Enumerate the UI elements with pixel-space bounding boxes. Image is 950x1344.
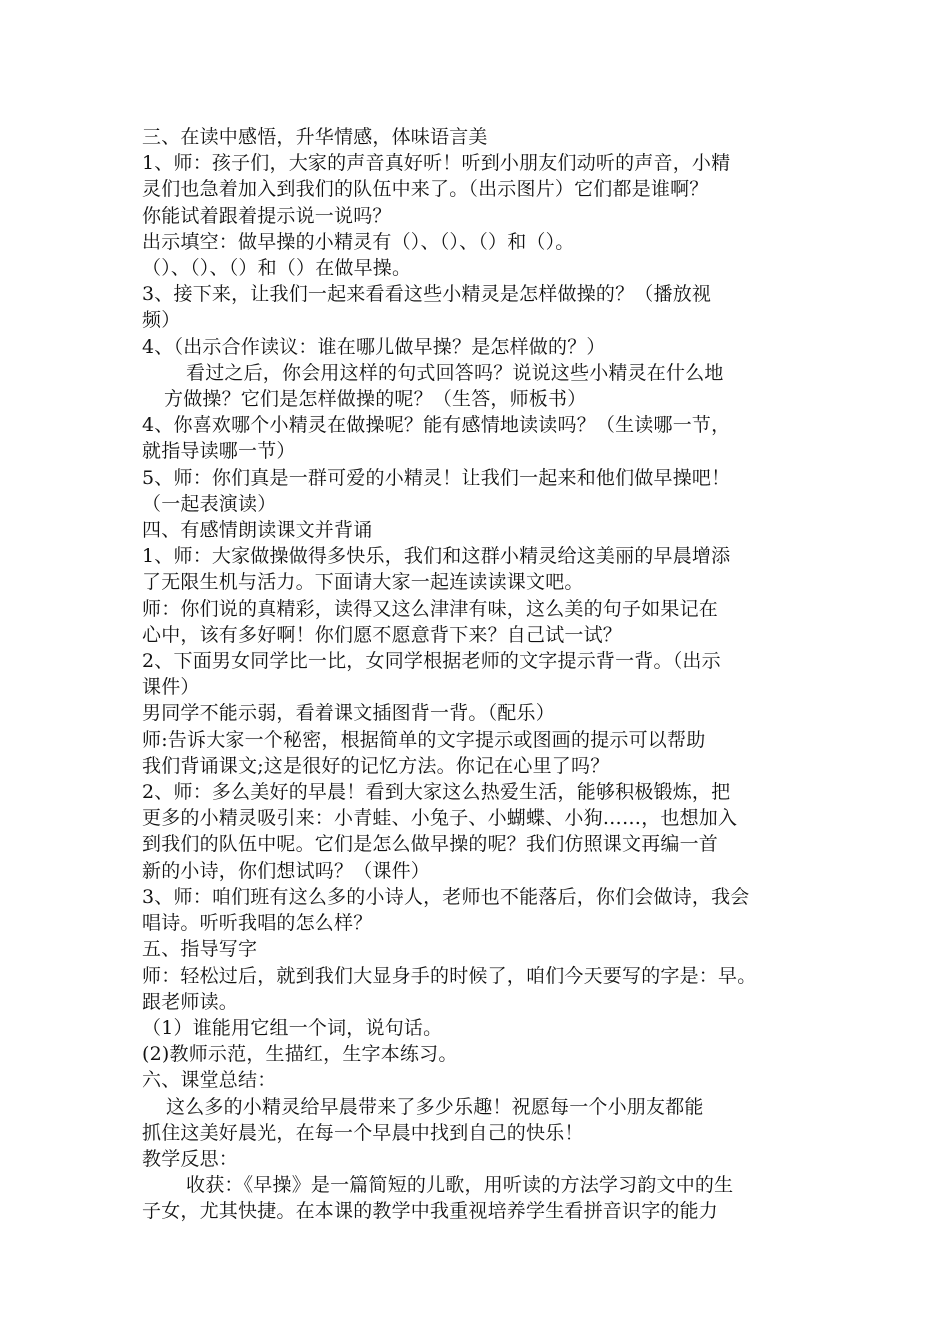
- text-line: 出示填空：做早操的小精灵有（）、（）、（）和（）。: [142, 230, 575, 253]
- text-line: （一起表演读）: [142, 492, 277, 515]
- text-line: 2、师：多么美好的早晨！看到大家这么热爱生活，能够积极锻炼，把: [142, 781, 731, 804]
- text-line: 男同学不能示弱，看着课文插图背一背。（配乐）: [142, 702, 555, 725]
- text-line: 收获：《早操》是一篇简短的儿歌，用听读的方法学习韵文中的生: [186, 1174, 734, 1197]
- text-line: 4、（出示合作读议：谁在哪儿做早操？是怎样做的？）: [142, 335, 606, 358]
- text-line: 课件）: [142, 676, 200, 699]
- text-line: 1、师：孩子们，大家的声音真好听！听到小朋友们动听的声音，小精: [142, 152, 731, 175]
- text-line: 师:告诉大家一个秘密，根据简单的文字提示或图画的提示可以帮助: [142, 728, 706, 751]
- text-line: 1、师：大家做操做得多快乐，我们和这群小精灵给这美丽的早晨增添: [142, 545, 731, 568]
- text-line: 频）: [142, 309, 181, 332]
- text-line: 5、师：你们真是一群可爱的小精灵！让我们一起来和他们做早操吧！: [142, 466, 731, 489]
- text-line: 抓住这美好晨光，在每一个早晨中找到自己的快乐！: [142, 1121, 584, 1144]
- section-heading: 三、在读中感悟，升华情感，体味语言美: [142, 126, 488, 148]
- text-line: 3、师：咱们班有这么多的小诗人，老师也不能落后，你们会做诗，我会: [142, 885, 750, 908]
- text-line: 新的小诗，你们想试吗？（课件）: [142, 859, 431, 882]
- section-heading: 四、有感情朗读课文并背诵: [142, 519, 373, 542]
- text-line: 到我们的队伍中呢。它们是怎么做早操的呢？我们仿照课文再编一首: [142, 833, 719, 856]
- text-line: 灵们也急着加入到我们的队伍中来了。（出示图片）它们都是谁啊？: [142, 178, 709, 201]
- text-line: 跟老师读。: [142, 990, 239, 1013]
- section-heading: 六、课堂总结：: [142, 1069, 277, 1092]
- text-line: 了无限生机与活力。下面请大家一起连读读课文吧。: [142, 571, 584, 594]
- section-heading: 教学反思：: [142, 1147, 239, 1170]
- text-line: 子女，尤其快捷。在本课的教学中我重视培养学生看拼音识字的能力: [142, 1200, 719, 1223]
- text-line: （1）谁能用它组一个词，说句话。: [142, 1016, 443, 1039]
- text-line: 你能试着跟着提示说一说吗？: [142, 204, 392, 227]
- text-line: 看过之后，你会用这样的句式回答吗？说说这些小精灵在什么地: [186, 361, 724, 384]
- text-line: 心中，该有多好啊！你们愿不愿意背下来？自己试一试？: [142, 623, 623, 646]
- text-line: （）、（）、（）和（）在做早操。: [142, 257, 412, 280]
- text-line: 唱诗。听听我唱的怎么样？: [142, 912, 373, 935]
- text-line: 就指导读哪一节）: [142, 440, 296, 463]
- text-line: 这么多的小精灵给早晨带来了多少乐趣！祝愿每一个小朋友都能: [166, 1095, 704, 1118]
- text-line: 更多的小精灵吸引来：小青蛙、小兔子、小蝴蝶、小狗……，也想加入: [142, 807, 738, 830]
- text-line: 师：轻松过后，就到我们大显身手的时候了，咱们今天要写的字是：早。: [142, 964, 757, 987]
- section-heading: 五、指导写字: [142, 938, 258, 961]
- text-line: 3、接下来，让我们一起来看看这些小精灵是怎样做操的？（播放视: [142, 283, 712, 306]
- text-line: 4、你喜欢哪个小精灵在做操呢？能有感情地读读吗？（生读哪一节，: [142, 414, 731, 437]
- text-line: 方做操？它们是怎样做操的呢？（生答，师板书）: [164, 388, 587, 411]
- text-line: 我们背诵课文;这是很好的记忆方法。你记在心里了吗？: [142, 754, 610, 777]
- text-line: (2)教师示范，生描红，生字本练习。: [142, 1043, 458, 1066]
- text-line: 2、下面男女同学比一比，女同学根据老师的文字提示背一背。（出示: [142, 650, 721, 673]
- text-line: 师：你们说的真精彩，读得又这么津津有味，这么美的句子如果记在: [142, 597, 719, 620]
